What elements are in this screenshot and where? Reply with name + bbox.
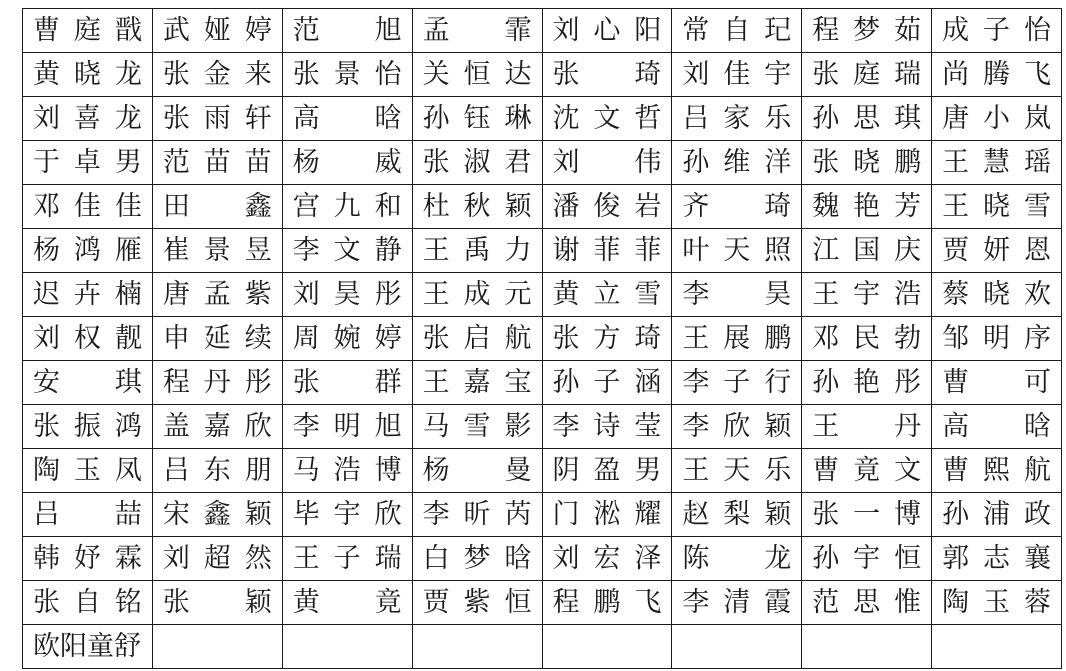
student-name: 吕东朋 xyxy=(162,455,272,486)
name-cell xyxy=(23,185,153,229)
name-cell xyxy=(23,97,153,141)
name-cell xyxy=(802,185,932,229)
student-name: 李子行 xyxy=(682,367,792,398)
name-cell xyxy=(23,273,153,317)
student-name: 孙思琪 xyxy=(812,103,922,134)
student-name: 赵梨颖 xyxy=(682,499,792,530)
student-name: 李明旭 xyxy=(292,411,402,442)
student-name: 王禹力 xyxy=(422,235,532,266)
name-cell xyxy=(932,229,1062,273)
student-name: 潘俊岩 xyxy=(552,191,662,222)
name-cell xyxy=(932,449,1062,493)
name-cell xyxy=(542,229,672,273)
student-name: 白梦晗 xyxy=(422,543,532,574)
name-cell xyxy=(282,625,412,669)
name-cell xyxy=(282,493,412,537)
student-name: 张 颖 xyxy=(162,587,272,618)
name-cell xyxy=(932,141,1062,185)
name-cell xyxy=(152,537,282,581)
student-name: 王成元 xyxy=(422,279,532,310)
student-name: 杨 曼 xyxy=(422,455,532,486)
student-name: 李文静 xyxy=(292,235,402,266)
name-cell xyxy=(932,185,1062,229)
student-name: 谢菲菲 xyxy=(552,235,662,266)
name-cell xyxy=(672,449,802,493)
student-name: 范苗苗 xyxy=(162,147,272,178)
name-cell xyxy=(802,493,932,537)
name-cell xyxy=(282,273,412,317)
student-name: 曹竟文 xyxy=(812,455,922,486)
student-name: 王 丹 xyxy=(812,411,922,442)
student-name: 刘佳宇 xyxy=(682,59,792,90)
student-name: 成子怡 xyxy=(942,15,1051,46)
name-cell xyxy=(672,361,802,405)
name-cell xyxy=(282,405,412,449)
name-cell xyxy=(932,361,1062,405)
student-name: 孙艳彤 xyxy=(812,367,922,398)
name-cell xyxy=(282,537,412,581)
student-name: 常自玘 xyxy=(682,15,792,46)
name-cell xyxy=(802,449,932,493)
table-row xyxy=(23,229,1062,273)
name-cell xyxy=(802,273,932,317)
name-cell xyxy=(542,405,672,449)
student-name: 张振鸿 xyxy=(33,411,142,442)
name-cell xyxy=(542,537,672,581)
name-cell xyxy=(932,493,1062,537)
student-name: 宋鑫颖 xyxy=(162,499,272,530)
student-name: 刘宏泽 xyxy=(552,543,662,574)
student-name: 李欣颖 xyxy=(682,411,792,442)
student-name: 陈 龙 xyxy=(682,543,792,574)
student-name: 马雪影 xyxy=(422,411,532,442)
name-cell xyxy=(152,185,282,229)
name-cell xyxy=(672,141,802,185)
name-cell xyxy=(282,229,412,273)
student-name: 吕家乐 xyxy=(682,103,792,134)
name-cell xyxy=(412,361,542,405)
student-name: 杨鸿雁 xyxy=(33,235,142,266)
student-name: 刘心阳 xyxy=(552,15,662,46)
student-name: 关恒达 xyxy=(422,59,532,90)
student-name: 张雨轩 xyxy=(162,103,272,134)
student-name: 吕 喆 xyxy=(33,499,142,530)
name-cell xyxy=(412,141,542,185)
name-cell xyxy=(282,185,412,229)
student-name: 李诗莹 xyxy=(552,411,662,442)
name-cell xyxy=(152,361,282,405)
student-name: 张晓鹏 xyxy=(812,147,922,178)
name-cell xyxy=(152,449,282,493)
student-name: 王晓雪 xyxy=(942,191,1051,222)
student-name: 齐 琦 xyxy=(682,191,792,222)
student-name: 张 琦 xyxy=(552,59,662,90)
name-cell xyxy=(23,229,153,273)
student-name: 王嘉宝 xyxy=(422,367,532,398)
student-name: 蔡晓欢 xyxy=(942,279,1051,310)
name-cell xyxy=(672,581,802,625)
name-cell xyxy=(23,449,153,493)
name-cell xyxy=(23,53,153,97)
student-name: 孙子涵 xyxy=(552,367,662,398)
name-cell xyxy=(672,9,802,53)
student-name: 刘超然 xyxy=(162,543,272,574)
name-roster-table xyxy=(22,8,1062,669)
student-name: 张 群 xyxy=(292,367,402,398)
name-cell xyxy=(802,361,932,405)
student-name: 刘喜龙 xyxy=(33,103,142,134)
name-cell xyxy=(802,537,932,581)
name-cell xyxy=(802,53,932,97)
student-name: 邓佳佳 xyxy=(33,191,142,222)
student-name: 王慧瑶 xyxy=(942,147,1051,178)
student-name: 黄 竟 xyxy=(292,587,402,618)
name-cell xyxy=(152,317,282,361)
name-cell xyxy=(282,317,412,361)
student-name: 孟 霏 xyxy=(422,15,532,46)
name-cell xyxy=(802,317,932,361)
name-cell xyxy=(412,97,542,141)
student-name: 高 晗 xyxy=(942,411,1051,442)
student-name: 陶玉凤 xyxy=(33,455,142,486)
student-name: 武娅婷 xyxy=(162,15,272,46)
name-cell xyxy=(672,537,802,581)
student-name: 周婉婷 xyxy=(292,323,402,354)
student-name: 唐小岚 xyxy=(942,103,1051,134)
name-cell xyxy=(672,317,802,361)
student-name: 高 晗 xyxy=(292,103,402,134)
student-name: 李清霞 xyxy=(682,587,792,618)
name-cell xyxy=(23,317,153,361)
student-name: 田 鑫 xyxy=(162,191,272,222)
name-cell xyxy=(542,493,672,537)
name-cell xyxy=(152,405,282,449)
name-cell xyxy=(282,97,412,141)
student-name: 毕宇欣 xyxy=(292,499,402,530)
name-cell xyxy=(542,97,672,141)
name-cell xyxy=(23,581,153,625)
name-cell xyxy=(23,361,153,405)
name-cell xyxy=(802,581,932,625)
student-name: 张一博 xyxy=(812,499,922,530)
student-name: 王展鹏 xyxy=(682,323,792,354)
student-name: 魏艳芳 xyxy=(812,191,922,222)
student-name: 刘权靓 xyxy=(33,323,142,354)
student-name: 李 昊 xyxy=(682,279,792,310)
table-row xyxy=(23,405,1062,449)
name-cell xyxy=(152,97,282,141)
table-row xyxy=(23,361,1062,405)
name-cell xyxy=(932,97,1062,141)
student-name: 王宇浩 xyxy=(812,279,922,310)
name-cell xyxy=(152,229,282,273)
name-cell xyxy=(542,141,672,185)
student-name: 邹明序 xyxy=(942,323,1051,354)
student-name: 杨 威 xyxy=(292,147,402,178)
name-cell xyxy=(152,273,282,317)
name-cell xyxy=(152,9,282,53)
name-cell xyxy=(542,273,672,317)
name-cell xyxy=(282,53,412,97)
name-cell xyxy=(152,53,282,97)
name-cell xyxy=(802,405,932,449)
name-cell xyxy=(23,9,153,53)
name-cell xyxy=(672,97,802,141)
name-cell xyxy=(412,9,542,53)
table-row xyxy=(23,317,1062,361)
name-cell xyxy=(802,97,932,141)
name-cell xyxy=(412,405,542,449)
name-cell xyxy=(932,317,1062,361)
student-name: 曹熙航 xyxy=(942,455,1051,486)
name-cell xyxy=(932,537,1062,581)
name-cell xyxy=(542,9,672,53)
name-cell xyxy=(932,405,1062,449)
name-cell xyxy=(802,9,932,53)
student-name: 门淞耀 xyxy=(552,499,662,530)
name-cell xyxy=(542,625,672,669)
name-cell xyxy=(932,273,1062,317)
student-name: 欧阳童舒 xyxy=(33,631,141,662)
table-row xyxy=(23,625,1062,669)
name-cell xyxy=(152,625,282,669)
student-name: 杜秋颖 xyxy=(422,191,532,222)
student-name: 盖嘉欣 xyxy=(162,411,272,442)
name-cell xyxy=(672,625,802,669)
name-cell xyxy=(23,141,153,185)
name-cell xyxy=(412,53,542,97)
student-name: 宫九和 xyxy=(292,191,402,222)
name-cell xyxy=(412,581,542,625)
student-name: 马浩博 xyxy=(292,455,402,486)
student-name: 范思惟 xyxy=(812,587,922,618)
name-cell xyxy=(282,449,412,493)
name-cell xyxy=(23,493,153,537)
name-cell xyxy=(23,537,153,581)
table-row xyxy=(23,493,1062,537)
name-cell xyxy=(802,141,932,185)
student-name: 王天乐 xyxy=(682,455,792,486)
name-cell xyxy=(672,273,802,317)
name-cell xyxy=(412,449,542,493)
table-row xyxy=(23,141,1062,185)
name-cell xyxy=(412,625,542,669)
student-name: 孙浦政 xyxy=(942,499,1051,530)
student-name: 程鹏飞 xyxy=(552,587,662,618)
student-name: 张自铭 xyxy=(33,587,142,618)
table-row xyxy=(23,97,1062,141)
name-cell xyxy=(412,537,542,581)
student-name: 阴盈男 xyxy=(552,455,662,486)
student-name: 叶天照 xyxy=(682,235,792,266)
student-name: 张方琦 xyxy=(552,323,662,354)
student-name: 张启航 xyxy=(422,323,532,354)
name-cell xyxy=(23,405,153,449)
table-row xyxy=(23,53,1062,97)
student-name: 李昕芮 xyxy=(422,499,532,530)
student-name: 唐孟紫 xyxy=(162,279,272,310)
student-name: 于卓男 xyxy=(33,147,142,178)
student-name: 孙宇恒 xyxy=(812,543,922,574)
name-cell xyxy=(802,625,932,669)
student-name: 张庭瑞 xyxy=(812,59,922,90)
table-row xyxy=(23,273,1062,317)
student-name: 张淑君 xyxy=(422,147,532,178)
table-row xyxy=(23,581,1062,625)
table-row xyxy=(23,185,1062,229)
name-cell xyxy=(542,449,672,493)
name-cell xyxy=(672,405,802,449)
name-cell xyxy=(672,229,802,273)
student-name: 王子瑞 xyxy=(292,543,402,574)
name-cell xyxy=(932,625,1062,669)
student-name: 申延续 xyxy=(162,323,272,354)
student-name: 邓民勃 xyxy=(812,323,922,354)
name-cell xyxy=(932,9,1062,53)
name-cell xyxy=(412,185,542,229)
name-cell xyxy=(282,9,412,53)
student-name: 崔景昱 xyxy=(162,235,272,266)
student-name: 韩妤霖 xyxy=(33,543,142,574)
student-name: 贾妍恩 xyxy=(942,235,1051,266)
name-cell xyxy=(282,581,412,625)
name-cell xyxy=(282,361,412,405)
name-cell xyxy=(672,493,802,537)
student-name: 张景怡 xyxy=(292,59,402,90)
student-name: 曹 可 xyxy=(942,367,1051,398)
name-cell xyxy=(412,273,542,317)
name-cell xyxy=(412,229,542,273)
name-cell xyxy=(672,53,802,97)
table-row xyxy=(23,449,1062,493)
name-cell xyxy=(802,229,932,273)
student-name: 黄晓龙 xyxy=(33,59,142,90)
student-name: 刘昊彤 xyxy=(292,279,402,310)
name-cell xyxy=(412,493,542,537)
table-row xyxy=(23,537,1062,581)
student-name: 范 旭 xyxy=(292,15,402,46)
student-name: 孙钰琳 xyxy=(422,103,532,134)
student-name: 迟卉楠 xyxy=(33,279,142,310)
name-cell xyxy=(412,317,542,361)
student-name: 曹庭戬 xyxy=(33,15,142,46)
student-name: 尚腾飞 xyxy=(942,59,1051,90)
name-cell xyxy=(542,317,672,361)
student-name: 安 琪 xyxy=(33,367,142,398)
name-cell xyxy=(932,581,1062,625)
student-name: 张金来 xyxy=(162,59,272,90)
student-name: 孙维洋 xyxy=(682,147,792,178)
name-cell xyxy=(152,493,282,537)
student-name: 陶玉蓉 xyxy=(942,587,1051,618)
student-name: 程梦茹 xyxy=(812,15,922,46)
name-cell xyxy=(542,361,672,405)
name-cell xyxy=(542,53,672,97)
student-name: 沈文哲 xyxy=(552,103,662,134)
student-name: 程丹彤 xyxy=(162,367,272,398)
name-cell xyxy=(152,141,282,185)
name-cell xyxy=(282,141,412,185)
name-cell xyxy=(23,625,153,669)
student-name: 郭志襄 xyxy=(942,543,1051,574)
student-name: 江国庆 xyxy=(812,235,922,266)
name-cell xyxy=(542,581,672,625)
roster-body xyxy=(23,9,1062,669)
name-cell xyxy=(672,185,802,229)
name-cell xyxy=(542,185,672,229)
student-name: 贾紫恒 xyxy=(422,587,532,618)
name-cell xyxy=(152,581,282,625)
student-name: 黄立雪 xyxy=(552,279,662,310)
table-row xyxy=(23,9,1062,53)
name-cell xyxy=(932,53,1062,97)
student-name: 刘 伟 xyxy=(552,147,662,178)
